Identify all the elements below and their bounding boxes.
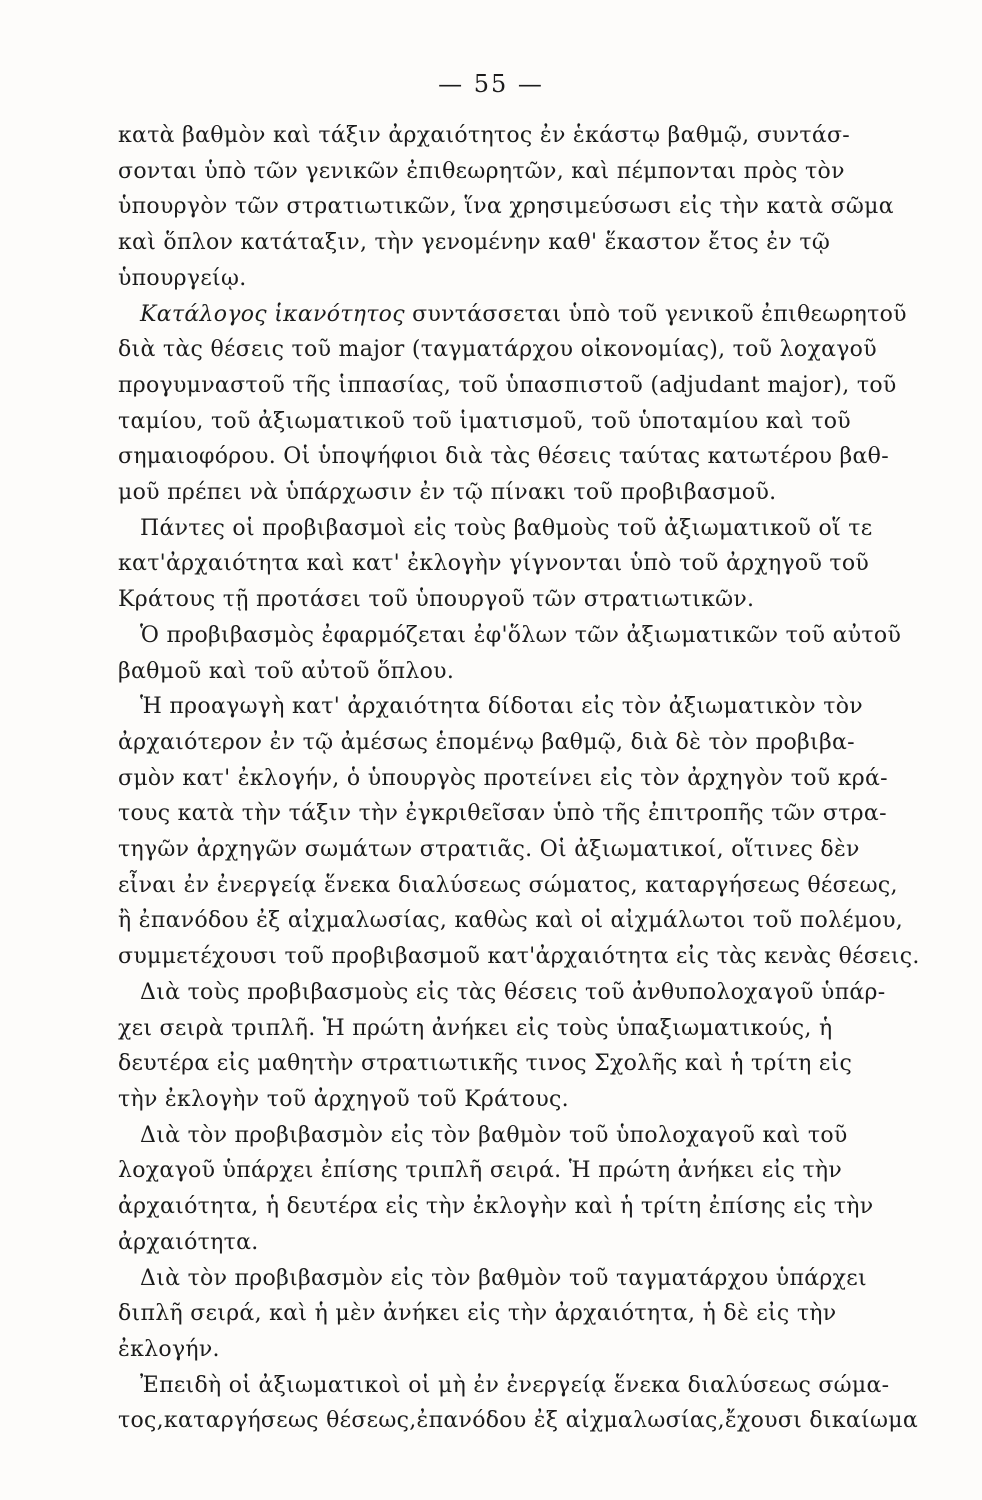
text-line: ἀρχαιότερον ἐν τῷ ἀμέσως ἑπομένῳ βαθμῷ, διὰ δὲ τὸν προβιβα- — [118, 729, 855, 755]
text-line: Ὁ προβιβασμὸς ἐφαρμόζεται ἐφ'ὅλων τῶν ἀξιωματικῶν τοῦ αὐτοῦ — [140, 622, 902, 648]
text-line: Ἡ προαγωγὴ κατ' ἀρχαιότητα δίδοται εἰς τὸν ἀξιωματικὸν τὸν — [140, 694, 863, 720]
text-line: Διὰ τὸν προβιβασμὸν εἰς τὸν βαθμὸν τοῦ ταγματάρχου ὑπάρχει — [140, 1265, 867, 1291]
text-line: τους κατὰ τὴν τάξιν τὴν ἐγκριθεῖσαν ὑπὸ τῆς ἐπιτροπῆς τῶν στρα- — [118, 801, 887, 827]
text-line: δευτέρα εἰς μαθητὴν στρατιωτικῆς τινος Σχολῆς καὶ ἡ τρίτη εἰς — [118, 1051, 853, 1077]
text-line: βαθμοῦ καὶ τοῦ αὐτοῦ ὅπλου. — [118, 658, 455, 684]
text-line: κατ'ἀρχαιότητα καὶ κατ' ἐκλογὴν γίγνονται ὑπὸ τοῦ ἀρχηγοῦ τοῦ — [118, 551, 870, 577]
text-line: τηγῶν ἀρχηγῶν σωμάτων στρατιᾶς. Οἱ ἀξιωματικοί, οἵτινες δὲν — [118, 837, 860, 863]
text-line: προγυμναστοῦ τῆς ἱππασίας, τοῦ ὑπασπιστοῦ (adjudant major), τοῦ — [118, 372, 897, 398]
text-line: διὰ τὰς θέσεις τοῦ major (ταγματάρχου οἰκονομίας), τοῦ λοχαγοῦ — [118, 337, 877, 363]
text-line: χει σειρὰ τριπλῆ. Ἡ πρώτη ἀνήκει εἰς τοὺς ὑπαξιωματικούς, ἡ — [118, 1015, 833, 1041]
paragraph-1 — [118, 118, 894, 297]
text-line: τὴν ἐκλογὴν τοῦ ἀρχηγοῦ τοῦ Κράτους. — [118, 1086, 569, 1112]
text-line: ὑπουργείῳ. — [118, 265, 247, 291]
body-text — [118, 118, 920, 1439]
text-line: Ἐπειδὴ οἱ ἀξιωματικοὶ οἱ μὴ ἐν ἐνεργείᾳ ἕνεκα διαλύσεως σώμα- — [140, 1372, 890, 1398]
text-line: ἀρχαιότητα. — [118, 1229, 259, 1255]
text-line: ἐκλογήν. — [118, 1336, 220, 1362]
text-line: σμὸν κατ' ἐκλογήν, ὁ ὑπουργὸς προτείνει εἰς τὸν ἀρχηγὸν τοῦ κρά- — [118, 765, 888, 791]
italic-heading: Κατάλογος ἱκανότητος — [140, 301, 405, 327]
paragraph-6 — [118, 975, 886, 1118]
text-line: Πάντες οἱ προβιβασμοὶ εἰς τοὺς βαθμοὺς τοῦ ἀξιωματικοῦ οἵ τε — [140, 515, 873, 541]
text-line: σονται ὑπὸ τῶν γενικῶν ἐπιθεωρητῶν, καὶ πέμπονται πρὸς τὸν — [118, 158, 845, 184]
paragraph-4 — [118, 618, 902, 689]
text-line: Διὰ τοὺς προβιβασμοὺς εἰς τὰς θέσεις τοῦ ἀνθυπολοχαγοῦ ὑπάρ- — [140, 979, 886, 1005]
text-line: κατὰ βαθμὸν καὶ τάξιν ἀρχαιότητος ἐν ἑκάστῳ βαθμῷ, συντάσ- — [118, 123, 851, 148]
text-line: καὶ ὅπλον κατάταξιν, τὴν γενομένην καθ' ἕκαστον ἔτος ἐν τῷ — [118, 230, 831, 256]
text-line: λοχαγοῦ ὑπάρχει ἐπίσης τριπλῆ σειρά. Ἡ πρώτη ἀνήκει εἰς τὴν — [118, 1158, 843, 1184]
paragraph-9 — [118, 1368, 918, 1439]
text-line: ἀρχαιότητα, ἡ δευτέρα εἰς τὴν ἐκλογὴν καὶ ἡ τρίτη ἐπίσης εἰς τὴν — [118, 1194, 874, 1220]
text-line: Διὰ τὸν προβιβασμὸν εἰς τὸν βαθμὸν τοῦ ὑπολοχαγοῦ καὶ τοῦ — [140, 1122, 848, 1148]
text-line: μοῦ πρέπει νὰ ὑπάρχωσιν ἐν τῷ πίνακι τοῦ προβιβασμοῦ. — [118, 480, 777, 506]
paragraph-5 — [118, 689, 920, 975]
paragraph-7 — [118, 1118, 874, 1261]
text-line: συμμετέχουσι τοῦ προβιβασμοῦ κατ'ἀρχαιότητα εἰς τὰς κενὰς θέσεις. — [118, 944, 920, 970]
text-line: διπλῆ σειρά, καὶ ἡ μὲν ἀνήκει εἰς τὴν ἀρχαιότητα, ἡ δὲ εἰς τὴν — [118, 1301, 837, 1327]
text-line: ὑπουργὸν τῶν στρατιωτικῶν, ἵνα χρησιμεύσωσι εἰς τὴν κατὰ σῶμα — [118, 194, 894, 220]
paragraph-3 — [118, 511, 873, 618]
text-line: εἶναι ἐν ἐνεργείᾳ ἕνεκα διαλύσεως σώματος, καταργήσεως θέσεως, — [118, 872, 898, 898]
text-fragment: συντάσσεται ὑπὸ τοῦ γενικοῦ ἐπιθεωρητοῦ — [404, 301, 907, 327]
text-line: ταμίου, τοῦ ἀξιωματικοῦ τοῦ ἱματισμοῦ, τοῦ ὑποταμίου καὶ τοῦ — [118, 408, 851, 434]
text-line: τος,καταργήσεως θέσεως,ἐπανόδου ἐξ αἰχμαλωσίας,ἔχουσι δικαίωμα — [118, 1408, 918, 1434]
text-line: Κράτους τῇ προτάσει τοῦ ὑπουργοῦ τῶν στρατιωτικῶν. — [118, 587, 755, 613]
text-line: σημαιοφόρου. Οἱ ὑποψήφιοι διὰ τὰς θέσεις ταύτας κατωτέρου βαθ- — [118, 444, 889, 470]
text-line-with-italic — [118, 297, 907, 333]
paragraph-2 — [118, 297, 907, 511]
paragraph-8 — [118, 1261, 867, 1368]
text-line: ἢ ἐπανόδου ἐξ αἰχμαλωσίας, καθὼς καὶ οἱ αἰχμάλωτοι τοῦ πολέμου, — [118, 908, 904, 934]
page-number: — 55 — — [438, 70, 544, 98]
